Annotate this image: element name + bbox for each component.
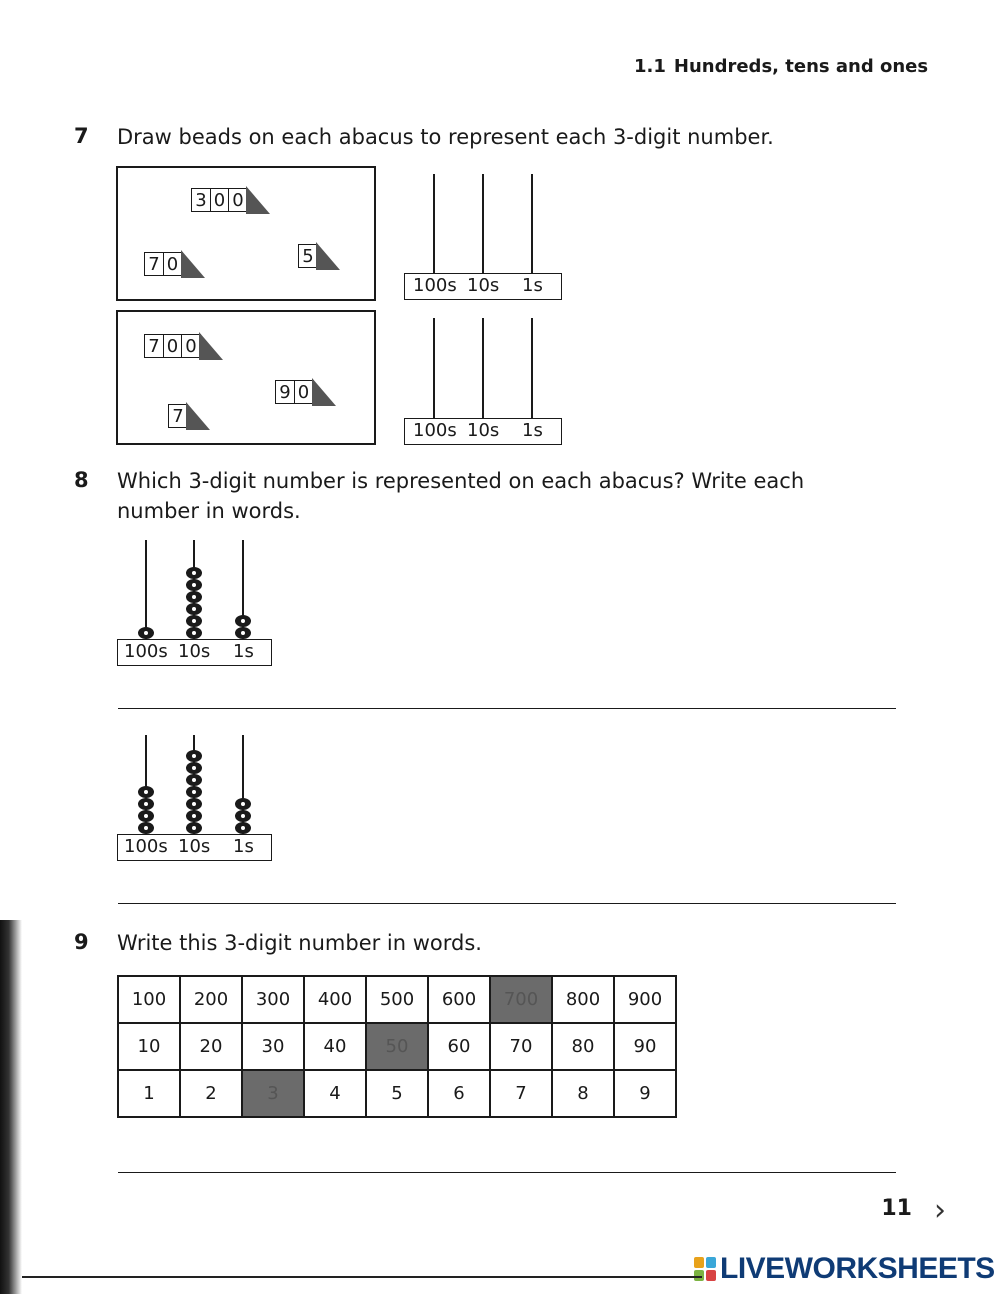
abacus-q8-2 (117, 735, 272, 861)
grid-cell: 500 (366, 976, 428, 1023)
abacus-bead-tens (186, 810, 202, 822)
label-tens: 10s (467, 420, 500, 441)
grid-cell: 20 (180, 1023, 242, 1070)
grid-row-ones (118, 1070, 676, 1117)
abacus-rod-hundreds (145, 540, 147, 640)
card-arrow-icon (312, 378, 336, 406)
abacus-bead-ones (235, 615, 251, 627)
abacus-bead-hundreds (138, 627, 154, 639)
grid-cell: 300 (242, 976, 304, 1023)
label-ones: 1s (522, 420, 543, 441)
section-title: Hundreds, tens and ones (673, 56, 929, 77)
abacus-base (404, 273, 562, 300)
grid-row-hundreds (118, 976, 676, 1023)
arrow-card (191, 186, 270, 214)
card-digit: 5 (298, 244, 318, 268)
label-hundreds: 100s (413, 420, 457, 441)
label-tens: 10s (178, 836, 211, 857)
grid-cell: 5 (366, 1070, 428, 1117)
abacus-bead-ones (235, 822, 251, 834)
page-number: 11 (881, 1196, 912, 1221)
abacus-rod-ones (531, 174, 533, 274)
question-9-text: Write this 3-digit number in words. (117, 931, 482, 955)
abacus-bead-hundreds (138, 786, 154, 798)
abacus-rod-ones (531, 318, 533, 419)
abacus-bead-tens (186, 591, 202, 603)
question-8-text-line2: number in words. (117, 499, 301, 523)
arrow-card (298, 242, 340, 270)
abacus-rod-hundreds (433, 318, 435, 419)
scan-edge-shadow (0, 920, 22, 1294)
arrow-card (168, 402, 210, 430)
abacus-bead-ones (235, 798, 251, 810)
abacus-bead-tens (186, 774, 202, 786)
abacus-bead-hundreds (138, 798, 154, 810)
card-digit: 0 (228, 188, 248, 212)
card-digit: 7 (168, 404, 188, 428)
grid-cell: 4 (304, 1070, 366, 1117)
card-digit: 0 (163, 252, 183, 276)
abacus-bead-tens (186, 786, 202, 798)
grid-cell: 900 (614, 976, 676, 1023)
label-ones: 1s (522, 275, 543, 296)
abacus-bead-tens (186, 798, 202, 810)
abacus-base (117, 834, 272, 861)
place-value-cards-box-2 (116, 310, 376, 445)
answer-line-q9[interactable] (118, 1172, 896, 1173)
abacus-rod-hundreds (433, 174, 435, 274)
answer-line-q8-2[interactable] (118, 903, 896, 904)
grid-cell: 8 (552, 1070, 614, 1117)
grid-cell: 2 (180, 1070, 242, 1117)
scan-bottom-rule (22, 1276, 702, 1278)
grid-cell: 80 (552, 1023, 614, 1070)
card-digit: 0 (210, 188, 230, 212)
label-tens: 10s (178, 641, 211, 662)
card-digit: 7 (144, 252, 164, 276)
label-ones: 1s (233, 641, 254, 662)
abacus-q8-1 (117, 540, 272, 666)
card-arrow-icon (199, 332, 223, 360)
abacus-bead-ones (235, 810, 251, 822)
chevron-right-icon[interactable]: › (934, 1193, 946, 1228)
question-7-text: Draw beads on each abacus to represent each 3-digit number. (117, 125, 774, 149)
card-arrow-icon (181, 250, 205, 278)
grid-cell: 800 (552, 976, 614, 1023)
place-value-grid (117, 975, 677, 1118)
section-header (634, 56, 928, 77)
card-digit: 0 (294, 380, 314, 404)
card-arrow-icon (186, 402, 210, 430)
card-digit: 9 (275, 380, 295, 404)
abacus-bead-tens (186, 627, 202, 639)
abacus-draw-target-2[interactable] (404, 318, 562, 445)
grid-cell: 10 (118, 1023, 180, 1070)
place-value-cards-box-1 (116, 166, 376, 301)
card-arrow-icon (246, 186, 270, 214)
grid-cell: 50 (366, 1023, 428, 1070)
label-tens: 10s (467, 275, 500, 296)
section-number: 1.1 (634, 56, 666, 77)
abacus-bead-tens (186, 615, 202, 627)
grid-cell: 70 (490, 1023, 552, 1070)
grid-cell: 200 (180, 976, 242, 1023)
abacus-bead-tens (186, 579, 202, 591)
abacus-bead-tens (186, 762, 202, 774)
abacus-bead-tens (186, 567, 202, 579)
abacus-rod-tens (482, 318, 484, 419)
abacus-bead-tens (186, 750, 202, 762)
grid-cell: 700 (490, 976, 552, 1023)
grid-cell: 90 (614, 1023, 676, 1070)
abacus-bead-hundreds (138, 810, 154, 822)
grid-cell: 6 (428, 1070, 490, 1117)
card-arrow-icon (316, 242, 340, 270)
grid-cell: 3 (242, 1070, 304, 1117)
grid-cell: 30 (242, 1023, 304, 1070)
card-digit: 0 (181, 334, 201, 358)
card-digit: 3 (191, 188, 211, 212)
label-hundreds: 100s (124, 641, 168, 662)
question-9-number: 9 (74, 930, 89, 954)
grid-cell: 9 (614, 1070, 676, 1117)
arrow-card (144, 250, 205, 278)
abacus-rod-tens (482, 174, 484, 274)
arrow-card (144, 332, 223, 360)
abacus-bead-hundreds (138, 822, 154, 834)
logo-text: LIVEWORKSHEETS (720, 1252, 995, 1285)
liveworksheets-logo (694, 1252, 995, 1286)
grid-row-tens (118, 1023, 676, 1070)
abacus-draw-target-1[interactable] (404, 174, 562, 300)
grid-cell: 100 (118, 976, 180, 1023)
arrow-card (275, 378, 336, 406)
card-digit: 7 (144, 334, 164, 358)
label-hundreds: 100s (413, 275, 457, 296)
label-ones: 1s (233, 836, 254, 857)
abacus-base (404, 418, 562, 445)
abacus-bead-tens (186, 603, 202, 615)
question-8-number: 8 (74, 468, 89, 492)
answer-line-q8-1[interactable] (118, 708, 896, 709)
grid-cell: 600 (428, 976, 490, 1023)
question-7-number: 7 (74, 124, 89, 148)
abacus-base (117, 639, 272, 666)
abacus-bead-tens (186, 822, 202, 834)
question-8-text-line1: Which 3-digit number is represented on each abacus? Write each (117, 469, 805, 493)
grid-cell: 1 (118, 1070, 180, 1117)
card-digit: 0 (163, 334, 183, 358)
grid-cell: 40 (304, 1023, 366, 1070)
grid-cell: 7 (490, 1070, 552, 1117)
grid-cell: 400 (304, 976, 366, 1023)
label-hundreds: 100s (124, 836, 168, 857)
abacus-bead-ones (235, 627, 251, 639)
grid-cell: 60 (428, 1023, 490, 1070)
